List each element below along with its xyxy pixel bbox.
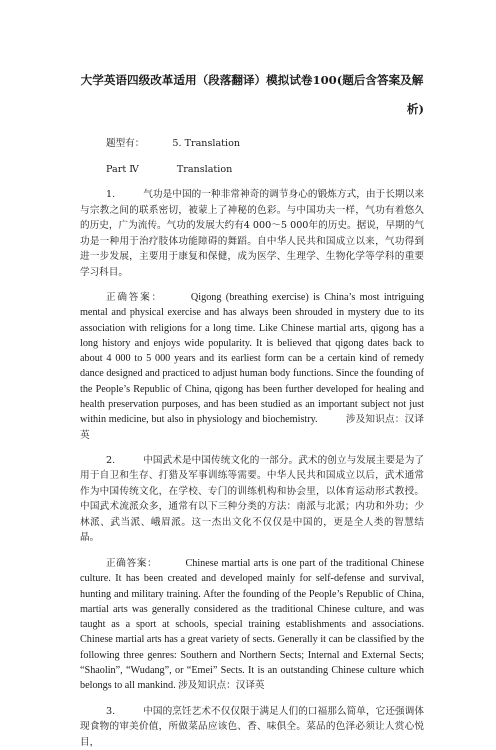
title-line-2: 析) xyxy=(406,102,424,116)
part-label: Part Ⅳ xyxy=(106,163,139,175)
part-value: Translation xyxy=(176,163,233,175)
title-line-1: 大学英语四级改革适用（段落翻译）模拟试卷100(题后含答案及解 xyxy=(80,73,424,87)
answer-text: Chinese martial arts is one part of the traditional Chinese culture. It has been created and developed mainly for self-defense and survival, hunting and military training. After the founding of the People’s Republic of China, martial arts was generally considered as the traditional Chinese culture, and was taught as a sport at schools, special training establishments and associations. Chinese martial arts has a great variety of sects. Generally it can be classified by the following three genres: Southern and Northern Sects; Internal and External Sects; “Shaolin”, “Wudang”, or “Emei” Sects. It is an outstanding Chinese culture which belongs to all mankind. xyxy=(80,557,424,692)
answer-label: 正确答案： xyxy=(106,292,163,303)
question-number: 2. xyxy=(106,454,116,466)
question-number: 1. xyxy=(106,189,116,200)
answer-2 xyxy=(80,556,424,694)
question-number: 3. xyxy=(106,705,116,717)
answer-text: Qigong (breathing exercise) is China’s most intriguing mental and physical exercise and has always been shrouded in mystery due to its association with religions for a long time. Like Chinese martial arts, qigong has a long history and enjoys wide popularity. It is believed that qigong dates back to about 4 000 to 5 000 years and its earliest form can be a certain kind of remedy dance designed and practiced to adjust human body functions. Since the founding of the People’s Republic of China, qigong has been further developed for healing and health preservation purposes, and has been studied as an important subject not just within medicine, but also in physiology and biochemistry. xyxy=(80,292,425,426)
question-text: 中国的烹饪艺术不仅仅限于满足人们的口福那么简单，它还强调体现食物的审美价值，所做菜品应该色、香、味俱全。菜品的色泽必须让人赏心悦目， xyxy=(80,705,424,748)
answer-label: 正确答案： xyxy=(106,557,158,569)
question-type-label: 题型有： xyxy=(106,138,145,149)
knowledge-point: 涉及知识点：汉译英 xyxy=(178,680,265,692)
knowledge-point: 涉及知识点：汉译英 xyxy=(80,414,425,441)
question-2 xyxy=(80,453,424,546)
question-3 xyxy=(80,704,424,750)
question-type-line xyxy=(80,136,424,152)
question-type-value: 5. Translation xyxy=(172,138,241,149)
answer-1 xyxy=(80,290,424,443)
question-text: 气功是中国的一种非常神奇的调节身心的锻炼方式，由于长期以来与宗教之间的联系密切，被蒙上了神秘的色彩。与中国功夫一样，气功有着悠久的历史，广为流传。气功的发展大约有4 000～5 000年的历史。据说，早期的气功是一种用于治疗肢体功能障碍的舞蹈。自中华人民共和国成立以来，气功得到进一步发展，主要用于康复和保健，成为医学、生理学、生物化学等学科的重要学习科目。 xyxy=(80,189,424,278)
question-1 xyxy=(80,187,424,280)
question-text: 中国武术是中国传统文化的一部分。武术的创立与发展主要是为了用于自卫和生存、打猎及军事训练等需要。中华人民共和国成立以后，武术通常作为中国传统文化，在学校、专门的训练机构和协会里，以体育运动形式教授。中国武术流派众多，通常有以下三种分类的方法：南派与北派；内功和外功；少林派、武当派、峨眉派。这一杰出文化不仅仅是中国的，更是全人类的智慧结晶。 xyxy=(80,454,424,544)
part-heading xyxy=(80,162,424,178)
document-title xyxy=(80,66,424,124)
